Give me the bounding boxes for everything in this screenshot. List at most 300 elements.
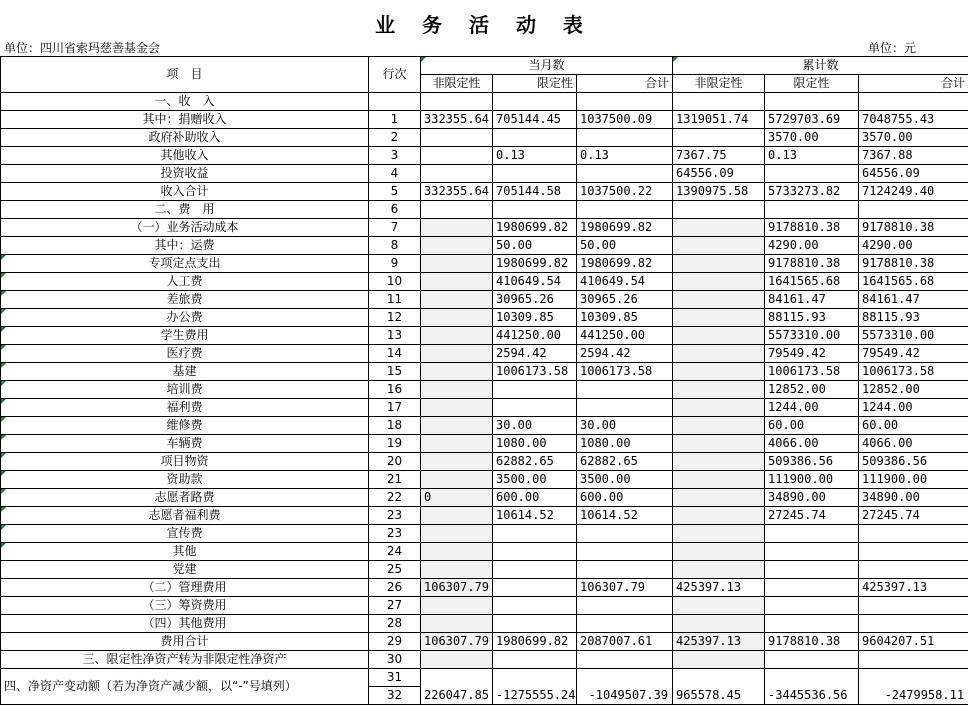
cell-cur-unrestricted[interactable] bbox=[421, 201, 493, 219]
cell-cum-unrestricted[interactable]: 7367.75 bbox=[673, 147, 765, 165]
row-number[interactable]: 29 bbox=[369, 633, 421, 651]
cell-cum-unrestricted[interactable]: 1390975.58 bbox=[673, 183, 765, 201]
cell-cur-restricted[interactable]: 1980699.82 bbox=[493, 219, 577, 237]
header-current-unrestricted[interactable]: 非限定性 bbox=[421, 75, 493, 93]
table-row bbox=[1, 399, 968, 417]
cell-cur-unrestricted[interactable]: 0 bbox=[421, 489, 493, 507]
cell-cur-unrestricted[interactable]: 332355.64 bbox=[421, 183, 493, 201]
cell-cur-unrestricted[interactable]: 106307.79 bbox=[421, 579, 493, 597]
cell-cur-total[interactable]: 62882.65 bbox=[577, 453, 673, 471]
cell-cum-unrestricted[interactable]: 425397.13 bbox=[673, 633, 765, 651]
cell-cur-restricted[interactable] bbox=[493, 201, 577, 219]
cell-cur-restricted[interactable]: 2594.42 bbox=[493, 345, 577, 363]
cell-cum-unrestricted[interactable] bbox=[673, 363, 765, 381]
cell-cum-unrestricted[interactable] bbox=[673, 435, 765, 453]
table-row bbox=[1, 291, 968, 309]
cell-cum-restricted[interactable]: 5733273.82 bbox=[765, 183, 859, 201]
table-row bbox=[1, 219, 968, 237]
row-number[interactable]: 2 bbox=[369, 129, 421, 147]
cell-cur-total[interactable] bbox=[577, 165, 673, 183]
cell-cum-unrestricted[interactable] bbox=[673, 309, 765, 327]
cell-cur-restricted[interactable]: 50.00 bbox=[493, 237, 577, 255]
row-label[interactable]: （四）其他费用 bbox=[1, 615, 369, 633]
cell-cur-restricted[interactable] bbox=[493, 543, 577, 561]
row-label[interactable]: （一）业务活动成本 bbox=[1, 219, 369, 237]
cell-cum-total[interactable]: 3570.00 bbox=[859, 129, 968, 147]
row-number[interactable]: 27 bbox=[369, 597, 421, 615]
row-number[interactable]: 30 bbox=[369, 651, 421, 669]
cell-cur-total[interactable]: 10614.52 bbox=[577, 507, 673, 525]
row-label[interactable]: 资助款 bbox=[1, 471, 369, 489]
cell-cur-unrestricted[interactable] bbox=[421, 237, 493, 255]
cell-cur-unrestricted[interactable] bbox=[421, 615, 493, 633]
table-row bbox=[1, 651, 968, 669]
header-cumulative-total[interactable]: 合计 bbox=[859, 75, 968, 93]
cell-cum-unrestricted[interactable] bbox=[673, 651, 765, 669]
table-row bbox=[1, 543, 968, 561]
cell-cum-total[interactable] bbox=[859, 201, 968, 219]
row-number[interactable]: 4 bbox=[369, 165, 421, 183]
cell-cur-unrestricted[interactable] bbox=[421, 165, 493, 183]
cell-cur-unrestricted[interactable] bbox=[421, 327, 493, 345]
row-label[interactable]: （三）筹资费用 bbox=[1, 597, 369, 615]
cell-cum-total[interactable]: 1244.00 bbox=[859, 399, 968, 417]
header-current-month[interactable]: 当月数 bbox=[421, 57, 673, 75]
cell-cum-unrestricted[interactable]: 425397.13 bbox=[673, 579, 765, 597]
cell-cur-restricted[interactable]: 441250.00 bbox=[493, 327, 577, 345]
cell-cur-restricted[interactable] bbox=[493, 561, 577, 579]
header-row-1 bbox=[1, 57, 968, 75]
row-number[interactable]: 8 bbox=[369, 237, 421, 255]
cell-cum-unrestricted[interactable]: 965578.45 bbox=[673, 669, 765, 705]
row-number[interactable]: 1 bbox=[369, 111, 421, 129]
cell-cur-total[interactable]: 410649.54 bbox=[577, 273, 673, 291]
row-label[interactable]: 差旅费 bbox=[1, 291, 369, 309]
row-label-net-change[interactable]: 四、净资产变动额（若为净资产减少额，以“-”号填列） bbox=[1, 669, 369, 705]
cell-cum-unrestricted[interactable] bbox=[673, 201, 765, 219]
cell-cum-restricted[interactable]: 0.13 bbox=[765, 147, 859, 165]
cell-cum-restricted[interactable]: 9178810.38 bbox=[765, 633, 859, 651]
cell-cur-total[interactable]: 2594.42 bbox=[577, 345, 673, 363]
cell-cur-restricted[interactable] bbox=[493, 165, 577, 183]
cell-cum-total[interactable]: 7048755.43 bbox=[859, 111, 968, 129]
cell-cur-total[interactable]: 106307.79 bbox=[577, 579, 673, 597]
row-label[interactable]: （二）管理费用 bbox=[1, 579, 369, 597]
table-row bbox=[1, 165, 968, 183]
cell-cum-restricted[interactable]: 1244.00 bbox=[765, 399, 859, 417]
header-cumulative[interactable]: 累计数 bbox=[673, 57, 968, 75]
cell-cum-unrestricted[interactable] bbox=[673, 417, 765, 435]
cell-cum-unrestricted[interactable] bbox=[673, 129, 765, 147]
activity-statement-table bbox=[0, 56, 968, 705]
cell-cum-unrestricted[interactable] bbox=[673, 381, 765, 399]
header-current-restricted[interactable]: 限定性 bbox=[493, 75, 577, 93]
table-row bbox=[1, 363, 968, 381]
cell-cur-total[interactable]: 1980699.82 bbox=[577, 219, 673, 237]
cell-cum-restricted[interactable]: 79549.42 bbox=[765, 345, 859, 363]
cell-cur-restricted[interactable]: 1080.00 bbox=[493, 435, 577, 453]
cell-cur-total[interactable]: 1037500.09 bbox=[577, 111, 673, 129]
currency-unit: 单位：元 bbox=[868, 41, 917, 55]
row-number[interactable]: 16 bbox=[369, 381, 421, 399]
cell-cur-unrestricted[interactable] bbox=[421, 561, 493, 579]
cell-cur-unrestricted[interactable] bbox=[421, 363, 493, 381]
cell-cum-total[interactable]: 64556.09 bbox=[859, 165, 968, 183]
cell-cum-total[interactable]: 79549.42 bbox=[859, 345, 968, 363]
cell-cur-unrestricted[interactable] bbox=[421, 543, 493, 561]
cell-cur-total[interactable] bbox=[577, 399, 673, 417]
row-number[interactable]: 18 bbox=[369, 417, 421, 435]
cell-cur-restricted[interactable]: 410649.54 bbox=[493, 273, 577, 291]
cell-cur-unrestricted[interactable] bbox=[421, 507, 493, 525]
cell-cur-total[interactable] bbox=[577, 615, 673, 633]
cell-cum-unrestricted[interactable] bbox=[673, 255, 765, 273]
cell-cum-restricted[interactable]: 4066.00 bbox=[765, 435, 859, 453]
cell-cur-unrestricted[interactable] bbox=[421, 381, 493, 399]
cell-cur-unrestricted[interactable] bbox=[421, 399, 493, 417]
cell-cum-total[interactable] bbox=[859, 597, 968, 615]
cell-cum-restricted[interactable] bbox=[765, 615, 859, 633]
row-number[interactable]: 25 bbox=[369, 561, 421, 579]
cell-cum-restricted[interactable]: -3445536.56 bbox=[765, 669, 859, 705]
header-row-no[interactable]: 行次 bbox=[369, 57, 421, 93]
cell-cum-total[interactable]: 27245.74 bbox=[859, 507, 968, 525]
row-label[interactable]: 基建 bbox=[1, 363, 369, 381]
cell-cum-restricted[interactable] bbox=[765, 579, 859, 597]
table-row bbox=[1, 633, 968, 651]
cell-cur-unrestricted[interactable] bbox=[421, 435, 493, 453]
cell-cum-total[interactable]: 84161.47 bbox=[859, 291, 968, 309]
cell-cur-restricted[interactable]: 0.13 bbox=[493, 147, 577, 165]
row-label[interactable]: 维修费 bbox=[1, 417, 369, 435]
row-label[interactable]: 专项定点支出 bbox=[1, 255, 369, 273]
row-number[interactable]: 5 bbox=[369, 183, 421, 201]
row-number[interactable]: 6 bbox=[369, 201, 421, 219]
cell-cur-restricted[interactable]: 1980699.82 bbox=[493, 633, 577, 651]
row-number[interactable]: 13 bbox=[369, 327, 421, 345]
cell-cum-total[interactable]: 111900.00 bbox=[859, 471, 968, 489]
cell-cum-total[interactable]: 88115.93 bbox=[859, 309, 968, 327]
cell-cum-restricted[interactable]: 5573310.00 bbox=[765, 327, 859, 345]
cell-cum-total[interactable]: 7367.88 bbox=[859, 147, 968, 165]
row-label[interactable]: 其中：捐赠收入 bbox=[1, 111, 369, 129]
cell-cum-unrestricted[interactable] bbox=[673, 273, 765, 291]
cell-cur-total[interactable] bbox=[577, 381, 673, 399]
cell-cum-total[interactable]: 509386.56 bbox=[859, 453, 968, 471]
row-number[interactable]: 7 bbox=[369, 219, 421, 237]
cell-cum-total[interactable]: 5573310.00 bbox=[859, 327, 968, 345]
table-row bbox=[1, 255, 968, 273]
row-label[interactable]: 投资收益 bbox=[1, 165, 369, 183]
cell-cur-total[interactable] bbox=[577, 651, 673, 669]
cell-cum-unrestricted[interactable] bbox=[673, 345, 765, 363]
row-number[interactable]: 24 bbox=[369, 543, 421, 561]
cell-cum-unrestricted[interactable] bbox=[673, 237, 765, 255]
cell-cum-unrestricted[interactable] bbox=[673, 507, 765, 525]
cell-cum-total[interactable] bbox=[859, 651, 968, 669]
table-row-net-change bbox=[1, 669, 968, 687]
cell-cum-unrestricted[interactable] bbox=[673, 327, 765, 345]
cell-cum-restricted[interactable]: 9178810.38 bbox=[765, 255, 859, 273]
cell-cum-unrestricted[interactable] bbox=[673, 543, 765, 561]
table-row bbox=[1, 507, 968, 525]
cell-cur-restricted[interactable] bbox=[493, 579, 577, 597]
cell-cur-total[interactable] bbox=[577, 561, 673, 579]
cell-cur-unrestricted[interactable] bbox=[421, 417, 493, 435]
cell-cum-total[interactable]: 4290.00 bbox=[859, 237, 968, 255]
cell-cum-total[interactable] bbox=[859, 561, 968, 579]
cell-cur-restricted[interactable]: 10614.52 bbox=[493, 507, 577, 525]
cell-cur-unrestricted[interactable] bbox=[421, 525, 493, 543]
header-cumulative-unrestricted[interactable]: 非限定性 bbox=[673, 75, 765, 93]
row-label[interactable]: 车辆费 bbox=[1, 435, 369, 453]
table-row bbox=[1, 489, 968, 507]
cell-cur-total[interactable] bbox=[577, 93, 673, 111]
row-number[interactable]: 26 bbox=[369, 579, 421, 597]
row-label[interactable]: 一、收 入 bbox=[1, 93, 369, 111]
row-number[interactable]: 20 bbox=[369, 453, 421, 471]
row-number[interactable]: 23 bbox=[369, 507, 421, 525]
cell-cur-unrestricted[interactable] bbox=[421, 651, 493, 669]
cell-cum-restricted[interactable]: 111900.00 bbox=[765, 471, 859, 489]
cell-cum-unrestricted[interactable] bbox=[673, 489, 765, 507]
cell-cum-total[interactable]: 9178810.38 bbox=[859, 255, 968, 273]
cell-cum-restricted[interactable] bbox=[765, 93, 859, 111]
cell-cum-restricted[interactable]: 88115.93 bbox=[765, 309, 859, 327]
cell-cum-total[interactable]: 34890.00 bbox=[859, 489, 968, 507]
row-label[interactable]: 项目物资 bbox=[1, 453, 369, 471]
cell-cum-unrestricted[interactable] bbox=[673, 93, 765, 111]
cell-cur-restricted[interactable]: 62882.65 bbox=[493, 453, 577, 471]
row-label[interactable]: 办公费 bbox=[1, 309, 369, 327]
table-row bbox=[1, 111, 968, 129]
cell-cum-unrestricted[interactable]: 64556.09 bbox=[673, 165, 765, 183]
cell-cur-restricted[interactable]: 600.00 bbox=[493, 489, 577, 507]
cell-cum-total[interactable]: -2479958.11 bbox=[859, 669, 968, 705]
cell-cur-restricted[interactable] bbox=[493, 399, 577, 417]
cell-cur-unrestricted[interactable] bbox=[421, 273, 493, 291]
row-label[interactable]: 其他 bbox=[1, 543, 369, 561]
row-number[interactable]: 10 bbox=[369, 273, 421, 291]
cell-cum-unrestricted[interactable] bbox=[673, 561, 765, 579]
cell-cur-restricted[interactable]: 705144.58 bbox=[493, 183, 577, 201]
cell-cur-restricted[interactable]: 3500.00 bbox=[493, 471, 577, 489]
table-row bbox=[1, 345, 968, 363]
cell-cur-restricted[interactable] bbox=[493, 651, 577, 669]
cell-cum-restricted[interactable] bbox=[765, 561, 859, 579]
cell-cur-total[interactable] bbox=[577, 525, 673, 543]
row-number[interactable]: 31 bbox=[369, 669, 421, 687]
cell-cur-unrestricted[interactable] bbox=[421, 219, 493, 237]
cell-cum-restricted[interactable]: 84161.47 bbox=[765, 291, 859, 309]
cell-cur-unrestricted[interactable] bbox=[421, 345, 493, 363]
cell-cur-restricted[interactable] bbox=[493, 381, 577, 399]
cell-cur-total[interactable]: 2087007.61 bbox=[577, 633, 673, 651]
cell-cum-total[interactable]: 7124249.40 bbox=[859, 183, 968, 201]
row-label[interactable]: 党建 bbox=[1, 561, 369, 579]
row-label[interactable]: 人工费 bbox=[1, 273, 369, 291]
row-label[interactable]: 三、限定性净资产转为非限定性净资产 bbox=[1, 651, 369, 669]
cell-cum-unrestricted[interactable] bbox=[673, 399, 765, 417]
row-number[interactable]: 11 bbox=[369, 291, 421, 309]
cell-cur-restricted[interactable]: 30965.26 bbox=[493, 291, 577, 309]
cell-cum-restricted[interactable] bbox=[765, 651, 859, 669]
cell-cum-unrestricted[interactable] bbox=[673, 291, 765, 309]
cell-cur-total[interactable]: 600.00 bbox=[577, 489, 673, 507]
cell-cum-unrestricted[interactable] bbox=[673, 525, 765, 543]
table-row bbox=[1, 579, 968, 597]
cell-cum-restricted[interactable] bbox=[765, 201, 859, 219]
cell-cur-restricted[interactable] bbox=[493, 93, 577, 111]
table-row bbox=[1, 471, 968, 489]
cell-cum-total[interactable]: 9178810.38 bbox=[859, 219, 968, 237]
cell-cum-total[interactable] bbox=[859, 615, 968, 633]
cell-cum-unrestricted[interactable] bbox=[673, 453, 765, 471]
table-row bbox=[1, 453, 968, 471]
cell-cum-total[interactable]: 60.00 bbox=[859, 417, 968, 435]
cell-cur-restricted[interactable]: 30.00 bbox=[493, 417, 577, 435]
cell-cum-restricted[interactable]: 1006173.58 bbox=[765, 363, 859, 381]
row-number[interactable]: 23 bbox=[369, 525, 421, 543]
row-number[interactable]: 19 bbox=[369, 435, 421, 453]
cell-cum-restricted[interactable] bbox=[765, 543, 859, 561]
cell-cur-unrestricted[interactable] bbox=[421, 291, 493, 309]
cell-cur-total[interactable]: 1037500.22 bbox=[577, 183, 673, 201]
cell-cum-total[interactable]: 4066.00 bbox=[859, 435, 968, 453]
cell-cum-restricted[interactable]: 4290.00 bbox=[765, 237, 859, 255]
row-number[interactable]: 15 bbox=[369, 363, 421, 381]
row-label[interactable]: 政府补助收入 bbox=[1, 129, 369, 147]
cell-cur-total[interactable]: 1980699.82 bbox=[577, 255, 673, 273]
cell-cur-unrestricted[interactable]: 332355.64 bbox=[421, 111, 493, 129]
row-number[interactable] bbox=[369, 93, 421, 111]
cell-cum-unrestricted[interactable] bbox=[673, 471, 765, 489]
cell-cur-total[interactable]: 30965.26 bbox=[577, 291, 673, 309]
row-number[interactable]: 3 bbox=[369, 147, 421, 165]
organization-unit: 单位：四川省索玛慈善基金会 bbox=[4, 41, 161, 55]
cell-cum-restricted[interactable] bbox=[765, 525, 859, 543]
cell-cur-unrestricted[interactable] bbox=[421, 309, 493, 327]
cell-cum-restricted[interactable]: 509386.56 bbox=[765, 453, 859, 471]
row-label[interactable]: 志愿者福利费 bbox=[1, 507, 369, 525]
cell-cur-total[interactable]: 441250.00 bbox=[577, 327, 673, 345]
cell-cum-restricted[interactable]: 27245.74 bbox=[765, 507, 859, 525]
cell-cum-unrestricted[interactable]: 1319051.74 bbox=[673, 111, 765, 129]
cell-cum-restricted[interactable]: 34890.00 bbox=[765, 489, 859, 507]
cell-cur-unrestricted[interactable] bbox=[421, 597, 493, 615]
cell-cur-unrestricted[interactable] bbox=[421, 93, 493, 111]
cell-cur-total[interactable]: 1080.00 bbox=[577, 435, 673, 453]
cell-cur-total[interactable]: 1006173.58 bbox=[577, 363, 673, 381]
row-label[interactable]: 福利费 bbox=[1, 399, 369, 417]
table-row bbox=[1, 183, 968, 201]
cell-cur-total[interactable]: 0.13 bbox=[577, 147, 673, 165]
cell-cur-total[interactable] bbox=[577, 597, 673, 615]
cell-cum-unrestricted[interactable] bbox=[673, 615, 765, 633]
cell-cur-restricted[interactable]: 1006173.58 bbox=[493, 363, 577, 381]
cell-cur-unrestricted[interactable] bbox=[421, 129, 493, 147]
header-current-total[interactable]: 合计 bbox=[577, 75, 673, 93]
cell-cur-restricted[interactable]: -1275555.24 bbox=[493, 669, 577, 705]
cell-cur-unrestricted[interactable] bbox=[421, 147, 493, 165]
cell-cur-restricted[interactable] bbox=[493, 525, 577, 543]
cell-cur-restricted[interactable]: 10309.85 bbox=[493, 309, 577, 327]
cell-cur-restricted[interactable] bbox=[493, 615, 577, 633]
cell-cur-unrestricted[interactable]: 226047.85 bbox=[421, 669, 493, 705]
row-label[interactable]: 医疗费 bbox=[1, 345, 369, 363]
cell-cur-total[interactable] bbox=[577, 201, 673, 219]
row-number[interactable]: 21 bbox=[369, 471, 421, 489]
cell-cur-unrestricted[interactable] bbox=[421, 255, 493, 273]
row-label[interactable]: 志愿者路费 bbox=[1, 489, 369, 507]
cell-cum-total[interactable]: 1641565.68 bbox=[859, 273, 968, 291]
cell-cum-total[interactable]: 425397.13 bbox=[859, 579, 968, 597]
cell-cum-unrestricted[interactable] bbox=[673, 597, 765, 615]
row-number[interactable]: 22 bbox=[369, 489, 421, 507]
row-label[interactable]: 二、费 用 bbox=[1, 201, 369, 219]
row-number[interactable]: 17 bbox=[369, 399, 421, 417]
cell-cur-restricted[interactable]: 1980699.82 bbox=[493, 255, 577, 273]
row-label[interactable]: 宣传费 bbox=[1, 525, 369, 543]
row-label[interactable]: 费用合计 bbox=[1, 633, 369, 651]
cell-cum-total[interactable] bbox=[859, 93, 968, 111]
cell-cum-total[interactable] bbox=[859, 525, 968, 543]
row-number[interactable]: 9 bbox=[369, 255, 421, 273]
cell-cum-restricted[interactable]: 5729703.69 bbox=[765, 111, 859, 129]
row-number[interactable]: 28 bbox=[369, 615, 421, 633]
row-label[interactable]: 学生费用 bbox=[1, 327, 369, 345]
cell-cur-unrestricted[interactable] bbox=[421, 453, 493, 471]
header-cumulative-restricted[interactable]: 限定性 bbox=[765, 75, 859, 93]
cell-cum-total[interactable]: 12852.00 bbox=[859, 381, 968, 399]
table-row bbox=[1, 201, 968, 219]
row-label[interactable]: 其他收入 bbox=[1, 147, 369, 165]
cell-cum-restricted[interactable]: 60.00 bbox=[765, 417, 859, 435]
cell-cum-restricted[interactable]: 9178810.38 bbox=[765, 219, 859, 237]
row-number[interactable]: 32 bbox=[369, 687, 421, 705]
cell-cum-restricted[interactable] bbox=[765, 165, 859, 183]
cell-cur-unrestricted[interactable]: 106307.79 bbox=[421, 633, 493, 651]
cell-cum-restricted[interactable]: 3570.00 bbox=[765, 129, 859, 147]
cell-cur-total[interactable] bbox=[577, 543, 673, 561]
cell-cur-restricted[interactable] bbox=[493, 597, 577, 615]
cell-cum-total[interactable]: 1006173.58 bbox=[859, 363, 968, 381]
cell-cum-total[interactable]: 9604207.51 bbox=[859, 633, 968, 651]
header-item[interactable]: 项 目 bbox=[1, 57, 369, 93]
cell-cum-total[interactable] bbox=[859, 543, 968, 561]
cell-cur-total[interactable]: 30.00 bbox=[577, 417, 673, 435]
cell-cur-total[interactable]: 10309.85 bbox=[577, 309, 673, 327]
cell-cur-total[interactable]: -1049507.39 bbox=[577, 669, 673, 705]
cell-cur-unrestricted[interactable] bbox=[421, 471, 493, 489]
cell-cum-unrestricted[interactable] bbox=[673, 219, 765, 237]
row-label[interactable]: 收入合计 bbox=[1, 183, 369, 201]
row-label[interactable]: 其中：运费 bbox=[1, 237, 369, 255]
cell-cur-restricted[interactable] bbox=[493, 129, 577, 147]
table-row bbox=[1, 597, 968, 615]
cell-cur-restricted[interactable]: 705144.45 bbox=[493, 111, 577, 129]
cell-cum-restricted[interactable] bbox=[765, 597, 859, 615]
row-number[interactable]: 12 bbox=[369, 309, 421, 327]
cell-cur-total[interactable]: 3500.00 bbox=[577, 471, 673, 489]
table-row bbox=[1, 309, 968, 327]
cell-cur-total[interactable] bbox=[577, 129, 673, 147]
row-label[interactable]: 培训费 bbox=[1, 381, 369, 399]
cell-cum-restricted[interactable]: 12852.00 bbox=[765, 381, 859, 399]
cell-cum-restricted[interactable]: 1641565.68 bbox=[765, 273, 859, 291]
row-number[interactable]: 14 bbox=[369, 345, 421, 363]
cell-cur-total[interactable]: 50.00 bbox=[577, 237, 673, 255]
